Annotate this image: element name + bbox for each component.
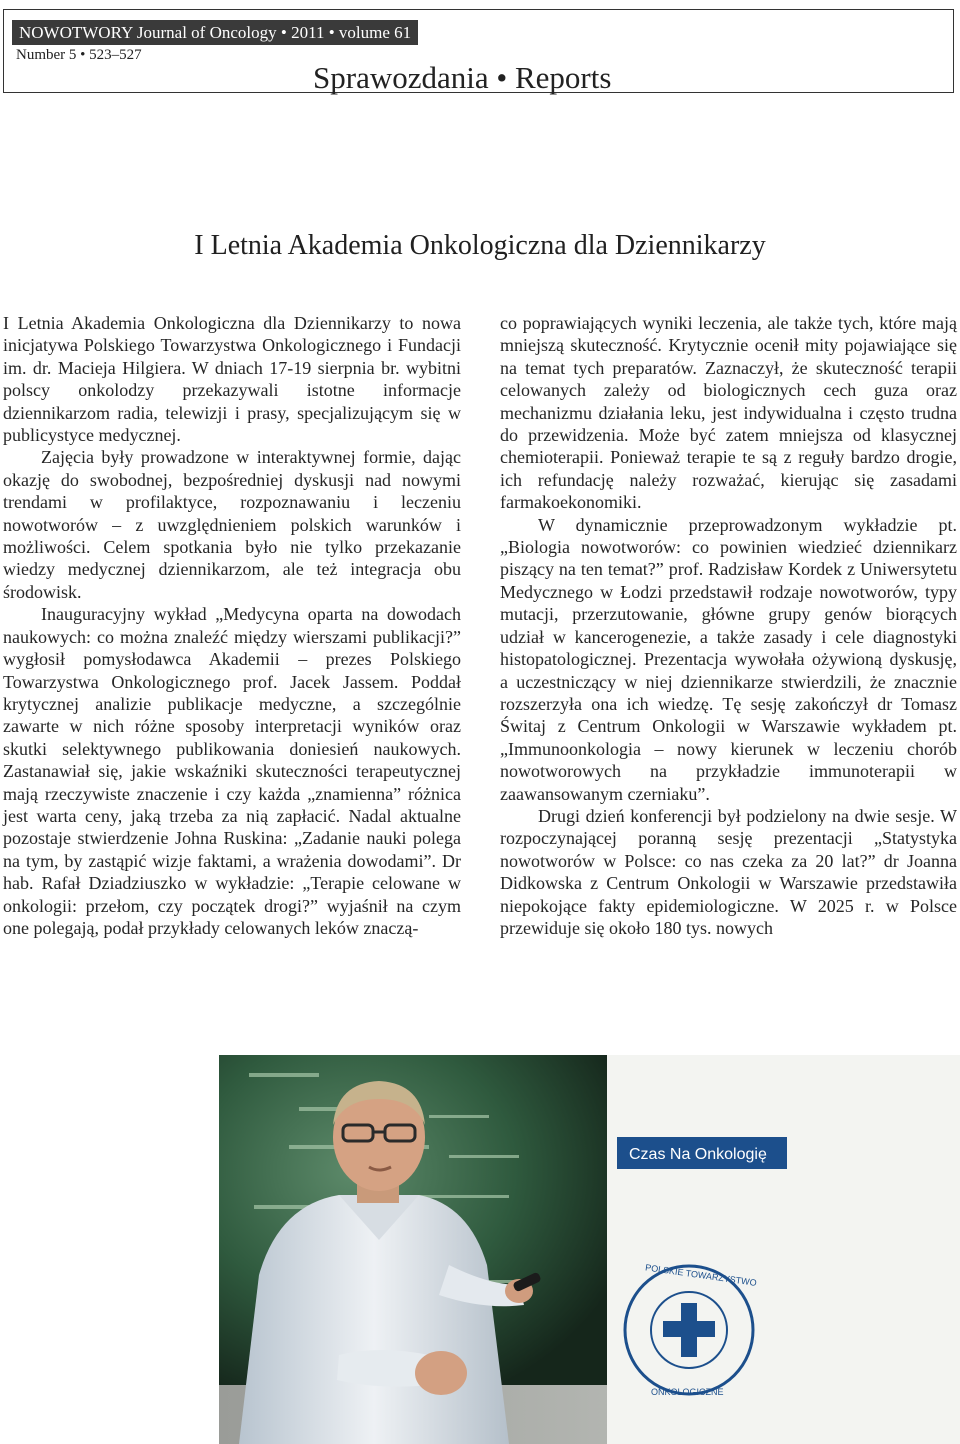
paragraph-targeted-therapies: co poprawiających wyniki leczenia, ale także tych, które mają mniejszą skuteczność. Krytycznie ocenił mity pojawiające się na temat tych preparatów. Zaznaczył, że skuteczność terapii celowanych zależy od biologicznych cech guza oraz mechanizmu działania leku, jest indywidualna i często trudna do przewidzenia. Może być zatem mniejsza od klasycznej chemioterapii. Ponieważ terapie te są z reguły bardzo drogie, ich refundację należy rozważać, kierując się zasadami farmakoekonomiki.: [500, 313, 957, 513]
paragraph-intro: I Letnia Akademia Onkologiczna dla Dziennikarzy to nowa inicjatywa Polskiego Towarzystwa Onkologicznego i Fundacji im. dr. Macieja Hilgiera. W dniach 17-19 sierpnia br. wybitni polscy onkolodzy przekazywali istotne informacje dziennikarzom radia, telewizji i prasy, specjalizującym się w publicystyce medycznej.: [3, 313, 461, 446]
conference-photo: [219, 1055, 960, 1444]
article-column-right: [500, 312, 957, 939]
seal-bottom-text: ONKOLOGICZNE: [651, 1387, 724, 1397]
article-title: I Letnia Akademia Onkologiczna dla Dziennikarzy: [194, 230, 766, 261]
paragraph-inaugural-lecture: Inauguracyjny wykład „Medycyna oparta na dowodach naukowych: co można znaleźć między wierszami publikacji?” wygłosił pomysłodawca Akademii – prezes Polskiego Towarzystwa Onkologicznego prof. Jacek Jassem. Poddał krytycznej analizie publikacje medyczne, a szczególnie zawarte w nich różne sposoby interpretacji wyników oraz skutki selektywnego publikowania doniesień naukowych. Zastanawiał się, jakie wskaźniki skuteczności terapeutycznej mają rzeczywiste znaczenie i czy każda „znamienna” różnica jest warta ceny, jaką trzeba za nią zapłacić. Nadal aktualne pozostaje stwierdzenie Johna Ruskina: „Zadanie nauki polega na tym, by zastąpić wizje faktami, a wrażenia dowodami”. Dr hab. Rafał Dziadziuszko w wykładzie: „Terapie celowane w onkologii: przełom, czy początek drogi?” wyjaśnił na czym one polegają, podał przykłady celowanych leków znaczą-: [3, 604, 461, 938]
seal-top-text: POLSKIE TOWARZYSTWO: [644, 1262, 758, 1288]
paragraph-classes: Zajęcia były prowadzone w interaktywnej formie, dając okazję do swobodnej, bezpośredniej dyskusji nad nowymi trendami w profilaktyce, rozpoznawaniu i leczeniu nowotworów – z uwzględnieniem polskich warunków i możliwości. Celem spotkania było nie tylko przekazanie wiedzy medycznej dziennikarzom, ale też integracja obu środowisk.: [3, 447, 461, 602]
section-title: Sprawozdania • Reports: [313, 60, 612, 95]
journal-name-tag: NOWOTWORY Journal of Oncology • 2011 • volume 61: [12, 20, 418, 45]
paragraph-second-day: Drugi dzień konferencji był podzielony na dwie sesje. W rozpoczynającej poranną sesję prezentacji „Statystyka nowotworów w Polsce: co nas czeka za 20 lat?” dr Joanna Didkowska z Centrum Onkologii w Warszawie przedstawiła niepokojące fakty epidemiologiczne. W 2025 r. w Polsce przewiduje się około 180 tys. nowych: [500, 805, 957, 938]
journal-header: [3, 9, 954, 93]
issue-number: Number 5 • 523–527: [16, 47, 142, 63]
article-column-left: [3, 312, 461, 939]
paragraph-biology-lecture: W dynamicznie przeprowadzonym wykładzie pt. „Biologia nowotworów: co powinien wiedzieć dziennikarz piszący na ten temat?” prof. Radzisław Kordek z Uniwersytetu Medycznego w Łodzi przedstawił rodzaje nowotworów, typy mutacji, przerzutowanie, główne grupy genów biorących udział w kancerogenezie, a także zasady i cele diagnostyki histopatologicznej. Prezentacja wywołała ożywioną dyskusję, a uczestniczący w niej dziennikarze stwierdzili, że znacznie rozszerzyła ona ich wiedzę. Tę sesję zakończył dr Tomasz Świtaj z Centrum Onkologii w Warszawie wykładem pt. „Immunoonkologia – nowy kierunek w leczeniu chorób nowotworowych na przykładzie immunoterapii w zaawansowanym czerniaku”.: [500, 514, 957, 804]
banner-text: Czas Na Onkologię: [629, 1146, 767, 1163]
